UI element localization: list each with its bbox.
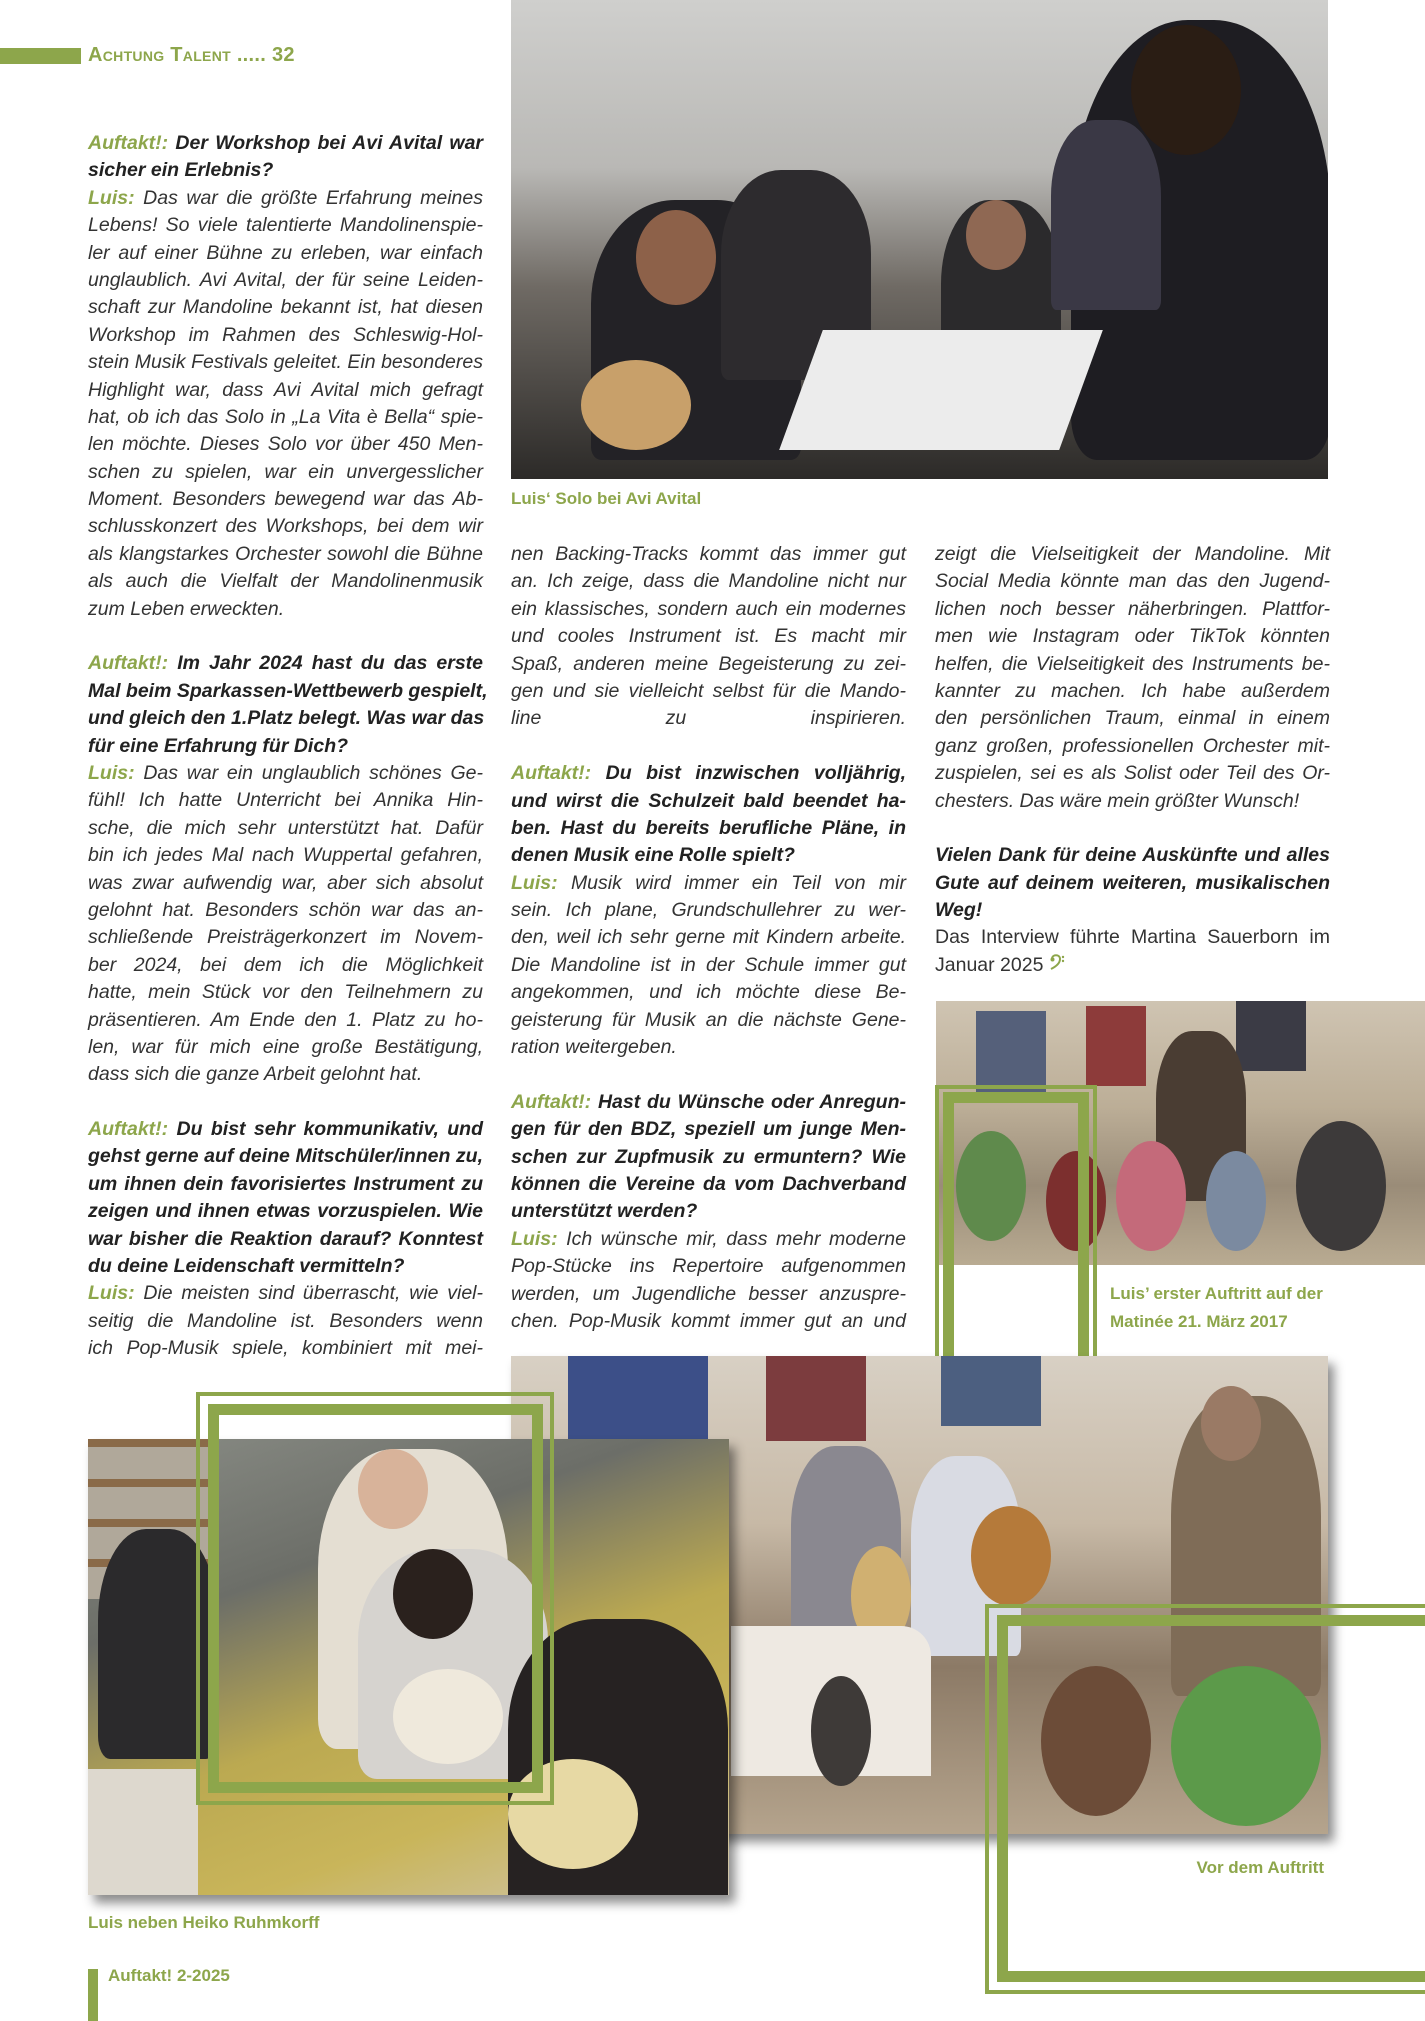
interview-question bbox=[88, 130, 483, 185]
text-line bbox=[88, 733, 483, 760]
text-line bbox=[935, 705, 1330, 732]
text-line bbox=[88, 130, 483, 157]
paragraph-gap bbox=[88, 1089, 483, 1116]
line-text: schaft zur Mandoline bekannt ist, hat diesen bbox=[88, 296, 483, 319]
text-line bbox=[88, 596, 483, 623]
text-line bbox=[935, 568, 1330, 595]
text-line bbox=[88, 1335, 483, 1362]
line-text: seitig die Mandoline ist. Besonders wenn bbox=[88, 1309, 483, 1332]
text-line bbox=[88, 1171, 483, 1198]
text-line bbox=[88, 870, 483, 897]
text-line bbox=[88, 1116, 483, 1143]
text-line bbox=[511, 815, 906, 842]
text-line bbox=[935, 760, 1330, 787]
text-line bbox=[88, 760, 483, 787]
speaker-label-luis: Luis: bbox=[511, 1227, 558, 1250]
line-text: ler auf einer Bühne zu erleben, war einfach bbox=[88, 241, 483, 264]
page-number: 32 bbox=[271, 44, 295, 66]
line-text: um ihnen dein favorisiertes Instrument zu bbox=[88, 1172, 483, 1195]
line-text: chesters. Das wäre mein größter Wunsch! bbox=[935, 789, 1300, 812]
interview-answer bbox=[511, 541, 906, 733]
text-line bbox=[511, 1171, 906, 1198]
text-line bbox=[88, 240, 483, 267]
text-line bbox=[511, 1116, 906, 1143]
caption-middle-photo: Vor dem Auftritt bbox=[1196, 1858, 1324, 1877]
line-text: Moment. Besonders bewegend war das Ab- bbox=[88, 488, 483, 511]
speaker-label-luis: Luis: bbox=[88, 761, 135, 784]
interview-answer bbox=[511, 870, 906, 1062]
text-line bbox=[935, 678, 1330, 705]
line-text: denen Musik eine Rolle spielt? bbox=[511, 844, 795, 867]
paragraph-gap bbox=[935, 815, 1330, 842]
text-line bbox=[88, 459, 483, 486]
line-text: schlusskonzert des Workshops, bei dem wir bbox=[88, 515, 483, 538]
interview-answer bbox=[935, 541, 1330, 815]
text-line bbox=[88, 897, 483, 924]
line-text: als klangstarkes Orchester sowohl die Bühne bbox=[88, 542, 483, 565]
line-text: können die Vereine da vom Dachverband bbox=[511, 1172, 906, 1195]
line-text: fühl! Ich hatte Unterricht bei Annika Hin- bbox=[88, 789, 483, 812]
text-line bbox=[935, 870, 1330, 897]
text-line bbox=[511, 1308, 906, 1335]
line-text: zum Leben erweckten. bbox=[88, 597, 285, 620]
line-text: hatte, mein Stück vor den Teilnehmern zu bbox=[88, 981, 483, 1004]
line-text: ein klassisches, sondern auch ein modernes bbox=[511, 597, 906, 620]
line-text: schließende Preisträgerkonzert im Novem- bbox=[88, 926, 483, 949]
text-line bbox=[935, 623, 1330, 650]
text-line bbox=[88, 349, 483, 376]
line-text: unglaublich. Avi Avital, der für seine Leiden- bbox=[88, 268, 483, 291]
text-line bbox=[511, 1226, 906, 1253]
line-text: gehst gerne auf deine Mitschüler/innen zu, bbox=[88, 1145, 483, 1168]
line-text: len möchte. Dieses Solo vor über 450 Men- bbox=[88, 433, 483, 456]
text-line bbox=[88, 1143, 483, 1170]
line-text: und gleich den 1.Platz belegt. Was war das bbox=[88, 707, 485, 730]
line-text: gelohnt hat. Besonders schön war das an- bbox=[88, 898, 483, 921]
text-line bbox=[88, 1034, 483, 1061]
line-text: Das Interview führte Martina Sauerborn im bbox=[935, 926, 1330, 949]
line-text: hat, ob ich das Solo in „La Vita è Bella“ spie- bbox=[88, 405, 483, 428]
text-line bbox=[88, 1226, 483, 1253]
photo-avi-avital-workshop bbox=[511, 0, 1328, 479]
caption-left-photo: Luis neben Heiko Ruhmkorff bbox=[88, 1913, 320, 1932]
interview-answer bbox=[88, 1280, 483, 1362]
text-line bbox=[935, 788, 1330, 815]
speaker-label-luis: Luis: bbox=[88, 186, 135, 209]
line-text: und wirst die Schulzeit bald beendet ha- bbox=[511, 789, 906, 812]
text-line bbox=[88, 513, 483, 540]
line-text: du deine Leidenschaft vermitteln? bbox=[88, 1255, 405, 1278]
line-text: für eine Erfahrung für Dich? bbox=[88, 734, 349, 757]
text-line bbox=[935, 842, 1330, 869]
line-text: Ich wünsche mir, dass mehr moderne bbox=[566, 1227, 906, 1250]
text-line bbox=[88, 1253, 483, 1280]
text-line bbox=[88, 157, 483, 184]
text-line bbox=[935, 924, 1330, 951]
speaker-label-auftakt: Auftakt!: bbox=[88, 652, 169, 675]
line-text: nen Backing-Tracks kommt das immer gut bbox=[511, 543, 906, 565]
bass-clef-icon bbox=[1049, 954, 1065, 976]
line-text: den, weil ich sehr gerne mit Kindern arbeite. bbox=[511, 926, 906, 949]
text-line bbox=[88, 294, 483, 321]
line-text: ganz großen, professionellen Orchester mit- bbox=[935, 734, 1330, 757]
line-text: und cooles Instrument ist. Es macht mir bbox=[511, 625, 906, 648]
speaker-label-luis: Luis: bbox=[511, 871, 558, 894]
line-text: stein Musik Festivals geleitet. Ein besonderes bbox=[88, 351, 483, 374]
text-line bbox=[935, 651, 1330, 678]
caption-top-photo: Luis‘ Solo bei Avi Avital bbox=[511, 489, 702, 508]
line-text: gen und sie vielleicht selbst für die Mando- bbox=[511, 679, 906, 702]
line-text: angekommen, und ich möchte diese Be- bbox=[511, 981, 906, 1004]
text-line bbox=[935, 733, 1330, 760]
line-text: den persönlichen Traum, einmal in einem bbox=[935, 707, 1330, 730]
paragraph-gap bbox=[511, 733, 906, 760]
line-text: Der Workshop bei Avi Avital war bbox=[175, 132, 483, 154]
speaker-label-auftakt: Auftakt!: bbox=[511, 1090, 592, 1113]
text-line bbox=[511, 1281, 906, 1308]
line-text: Musik wird immer ein Teil von mir bbox=[570, 871, 906, 894]
text-line bbox=[511, 651, 906, 678]
text-line bbox=[511, 596, 906, 623]
text-line bbox=[935, 596, 1330, 623]
line-text: ben. Hast du bereits berufliche Pläne, in bbox=[511, 816, 906, 839]
text-line bbox=[511, 1089, 906, 1116]
line-text: als auch die Vielfalt der Mandolinenmusik bbox=[88, 570, 483, 593]
line-text: schen zur Zupfmusik zu ermuntern? Wie bbox=[511, 1145, 906, 1168]
decorative-frame-inner bbox=[208, 1404, 543, 1793]
interview-question bbox=[935, 842, 1330, 924]
text-line bbox=[511, 870, 906, 897]
text-line bbox=[511, 842, 906, 869]
line-text: werden, um Jugendliche besser anzuspre- bbox=[511, 1282, 906, 1305]
line-text: chen. Pop-Musik kommt immer gut an und bbox=[511, 1309, 906, 1332]
line-text: len, war für mich eine große Bestätigung, bbox=[88, 1035, 483, 1058]
column-middle bbox=[511, 541, 906, 1335]
line-text: Highlight war, dass Avi Avital mich gefragt bbox=[88, 378, 483, 401]
line-text: Die meisten sind überrascht, wie viel- bbox=[143, 1282, 483, 1305]
line-text: dass sich die ganze Arbeit gelohnt hat. bbox=[88, 1063, 423, 1086]
line-text: Pop-Stücke ins Repertoire aufgenommen bbox=[511, 1255, 906, 1278]
text-line bbox=[511, 1198, 906, 1225]
footer-issue: Auftakt! 2-2025 bbox=[108, 1966, 230, 1985]
text-line bbox=[88, 377, 483, 404]
text-line bbox=[88, 322, 483, 349]
line-text: Social Media könnte man das den Jugend- bbox=[935, 570, 1330, 593]
line-text: unterstützt werden? bbox=[511, 1200, 698, 1223]
line-text: ich Pop-Musik spiele, kombiniert mit mei- bbox=[88, 1337, 483, 1360]
line-text: zeigen und ihnen etwas vorzuspielen. Wie bbox=[88, 1200, 483, 1223]
header-dots: ..... bbox=[236, 44, 267, 66]
decorative-frame-inner bbox=[943, 1092, 1089, 1375]
text-line bbox=[511, 1034, 906, 1061]
text-line bbox=[511, 952, 906, 979]
line-text: Workshop im Rahmen des Schleswig-Hol- bbox=[88, 323, 483, 346]
interview-question bbox=[511, 1089, 906, 1226]
line-text: sein. Ich plane, Grundschullehrer zu wer- bbox=[511, 899, 906, 922]
text-line bbox=[511, 897, 906, 924]
line-text: ration weitergeben. bbox=[511, 1036, 677, 1059]
text-line bbox=[88, 404, 483, 431]
line-text: Du bist sehr kommunikativ, und bbox=[176, 1118, 483, 1141]
line-text: Das war die größte Erfahrung meines bbox=[143, 186, 483, 209]
line-text: gen für den BDZ, speziell um junge Men- bbox=[511, 1118, 906, 1141]
speaker-label-luis: Luis: bbox=[88, 1282, 135, 1305]
section-header bbox=[88, 44, 295, 67]
text-line bbox=[88, 650, 483, 677]
line-text: helfen, die Vielseitigkeit des Instruments be- bbox=[935, 652, 1330, 675]
text-line bbox=[935, 952, 1330, 979]
line-text: an. Ich zeige, dass die Mandoline nicht nur bbox=[511, 570, 906, 593]
interview-question bbox=[88, 650, 488, 760]
text-line bbox=[88, 267, 483, 294]
header-accent-bar bbox=[0, 48, 81, 64]
line-text: Das war ein unglaublich schönes Ge- bbox=[143, 761, 483, 784]
text-line bbox=[88, 212, 483, 239]
text-line bbox=[511, 1144, 906, 1171]
interview-answer bbox=[88, 760, 483, 1089]
line-text: Januar 2025 bbox=[935, 953, 1044, 976]
text-line bbox=[935, 897, 1330, 924]
line-text: was zwar aufwendig war, aber sich absolut bbox=[88, 871, 483, 894]
text-line bbox=[511, 788, 906, 815]
line-text: Im Jahr 2024 hast du das erste bbox=[177, 652, 484, 675]
interview-question bbox=[511, 760, 906, 870]
line-text: geisterung für Musik an die nächste Gene- bbox=[511, 1008, 906, 1031]
line-text: men wie Instagram oder TikTok könnten bbox=[935, 625, 1330, 648]
line-text: bin ich jedes Mal nach Wuppertal gefahren, bbox=[88, 844, 483, 867]
line-text: Lebens! So viele talentierte Mandolinenspie- bbox=[88, 214, 483, 237]
text-line bbox=[511, 568, 906, 595]
text-line bbox=[511, 760, 906, 787]
line-text: lichen noch besser näherbringen. Plattfor- bbox=[935, 597, 1330, 620]
line-text: Spaß, anderen meine Begeisterung zu zei- bbox=[511, 652, 906, 675]
line-text: war bisher die Reaktion darauf? Konntest bbox=[88, 1227, 483, 1250]
text-line bbox=[511, 705, 906, 732]
column-right bbox=[935, 541, 1330, 979]
line-text: schen zu spielen, war ein unvergesslicher bbox=[88, 460, 483, 483]
line-text: ber 2024, bei dem ich die Möglichkeit bbox=[88, 953, 483, 976]
line-text: zeigt die Vielseitigkeit der Mandoline. Mit bbox=[935, 543, 1330, 565]
text-line bbox=[511, 979, 906, 1006]
text-line bbox=[511, 924, 906, 951]
text-line bbox=[88, 185, 483, 212]
text-line bbox=[511, 1007, 906, 1034]
line-text: präsentieren. Am Ende den 1. Platz zu ho- bbox=[88, 1008, 483, 1031]
speaker-label-auftakt: Auftakt!: bbox=[88, 1118, 169, 1141]
text-line bbox=[88, 815, 483, 842]
column-left bbox=[88, 130, 488, 1363]
text-line bbox=[88, 924, 483, 951]
text-line bbox=[88, 568, 483, 595]
text-line bbox=[88, 787, 483, 814]
caption-matinee-line2: Matinée 21. März 2017 bbox=[1110, 1312, 1288, 1331]
interview-credit bbox=[935, 924, 1330, 979]
caption-matinee-line1: Luis’ erster Auftritt auf der bbox=[1110, 1284, 1323, 1303]
text-line bbox=[88, 1280, 483, 1307]
line-text: Mal beim Sparkassen-Wettbewerb gespielt, bbox=[88, 679, 488, 702]
text-line bbox=[88, 431, 483, 458]
text-line bbox=[511, 623, 906, 650]
footer-accent-bar bbox=[88, 1969, 98, 2021]
paragraph-gap bbox=[511, 1061, 906, 1088]
line-text: Weg! bbox=[935, 899, 983, 922]
line-text: Vielen Dank für deine Auskünfte und alles bbox=[935, 844, 1330, 867]
text-line bbox=[88, 952, 483, 979]
text-line bbox=[88, 1308, 483, 1335]
text-line bbox=[88, 1198, 483, 1225]
speaker-label-auftakt: Auftakt!: bbox=[511, 762, 592, 785]
text-line bbox=[511, 1253, 906, 1280]
text-line bbox=[88, 979, 483, 1006]
line-text: zuspielen, sei es als Solist oder Teil des Or- bbox=[935, 762, 1330, 785]
line-text: Gute auf deinem weiteren, musikalischen bbox=[935, 871, 1330, 894]
section-title: Achtung Talent bbox=[88, 44, 231, 66]
text-line bbox=[88, 1061, 483, 1088]
text-line bbox=[88, 705, 483, 732]
text-line bbox=[511, 541, 906, 568]
text-line bbox=[88, 842, 483, 869]
line-text: Die Mandoline ist in der Schule immer gut bbox=[511, 953, 906, 976]
text-line bbox=[935, 541, 1330, 568]
line-text: sicher ein Erlebnis? bbox=[88, 159, 274, 182]
paragraph-gap bbox=[88, 623, 483, 650]
line-text: line zu inspirieren. bbox=[511, 707, 906, 730]
line-text: Du bist inzwischen volljährig, bbox=[605, 762, 906, 785]
text-line bbox=[511, 678, 906, 705]
line-text: sche, die mich sehr unterstützt hat. Dafür bbox=[88, 816, 483, 839]
line-text: kannter zu machen. Ich habe außerdem bbox=[935, 679, 1330, 702]
text-line bbox=[88, 678, 488, 705]
decorative-frame-inner bbox=[997, 1615, 1425, 1982]
line-text: Hast du Wünsche oder Anregun- bbox=[597, 1090, 906, 1113]
text-line bbox=[88, 1007, 483, 1034]
interview-question bbox=[88, 1116, 483, 1280]
text-line bbox=[88, 541, 483, 568]
interview-answer bbox=[511, 1226, 906, 1336]
text-line bbox=[88, 486, 483, 513]
speaker-label-auftakt: Auftakt!: bbox=[88, 132, 169, 154]
interview-answer bbox=[88, 185, 483, 623]
